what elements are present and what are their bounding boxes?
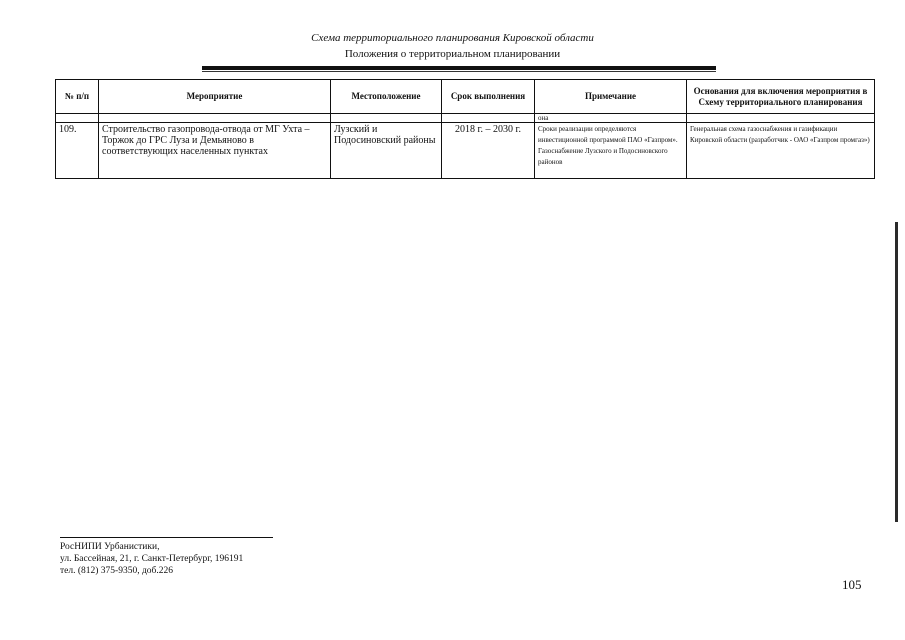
column-header-basis: Основания для включения мероприятия в Схему территориального планирования — [687, 80, 875, 114]
footer-rule — [60, 537, 273, 538]
header-rule-thin — [202, 71, 716, 72]
column-header-term: Срок выполнения — [442, 80, 535, 114]
column-header-event: Мероприятие — [99, 80, 331, 114]
header-rule — [202, 66, 716, 70]
page-number: 105 — [842, 577, 862, 592]
continuation-cell — [687, 114, 875, 123]
footer-phone: тел. (812) 375-9350, доб.226 — [60, 566, 174, 576]
column-header-number: № п/п — [56, 80, 99, 114]
row-note: Сроки реализации определяются инвестиционной программой ПАО «Газпром». Газоснабжение Лузского и Подосиновского районов — [535, 123, 687, 179]
row-number: 109. — [56, 123, 99, 179]
footer-block — [60, 541, 243, 577]
continuation-cell — [56, 114, 99, 123]
column-header-location: Местоположение — [331, 80, 442, 114]
measures-table — [55, 79, 875, 179]
footer-address: ул. Бассейная, 21, г. Санкт-Петербург, 196191 — [60, 554, 244, 564]
row-term: 2018 г. – 2030 г. — [442, 123, 535, 179]
table-row — [56, 123, 875, 179]
column-header-note: Примечание — [535, 80, 687, 114]
continuation-note: она — [535, 114, 687, 123]
continuation-cell — [442, 114, 535, 123]
row-location: Лузский и Подосиновский районы — [331, 123, 442, 179]
document-subtitle: Положения о территориальном планировании — [344, 48, 561, 60]
table-header-row — [56, 80, 875, 114]
document-title: Схема территориального планирования Кировской области — [311, 32, 594, 44]
continuation-cell — [99, 114, 331, 123]
scan-edge-shadow — [895, 222, 898, 522]
row-basis: Генеральная схема газоснабжения и газификации Кировской области (разработчик - ОАО «Газпром промгаз») — [687, 123, 875, 179]
row-event: Строительство газопровода-отвода от МГ Ухта – Торжок до ГРС Луза и Демьяново в соответствующих населенных пунктах — [99, 123, 331, 179]
continuation-cell — [331, 114, 442, 123]
continuation-row — [56, 114, 875, 123]
footer-org: РосНИПИ Урбанистики, — [60, 542, 160, 552]
